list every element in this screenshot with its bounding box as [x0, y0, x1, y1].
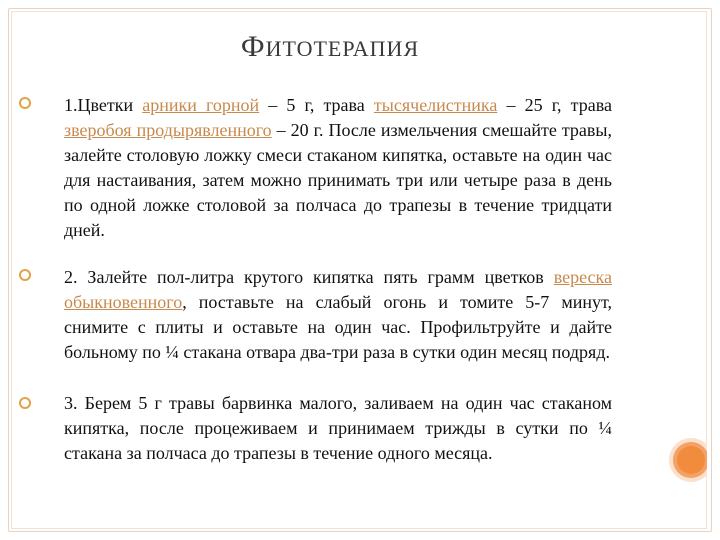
list-item	[64, 93, 612, 243]
ring-bullet-icon	[18, 268, 32, 282]
list-item	[64, 265, 612, 365]
item-text: 2. Залейте пол-литра крутого кипятка пять грамм цветков	[64, 267, 554, 287]
herb-link[interactable]: арники горной	[142, 95, 260, 115]
herb-link[interactable]: тысячелистника	[373, 95, 498, 115]
herb-link[interactable]: вереска обыкновенного	[64, 267, 612, 312]
item-text: , поставьте на слабый огонь и томите 5-7 минут, снимите с плиты и оставьте на один час. Профильтруйте и дайте больному по ¼ стакана отвара два-три раза в сутки один месяц подряд.	[64, 292, 612, 362]
item-text: – 25 г, трава	[497, 95, 612, 115]
item-text: – 20 г. После измельчения смешайте травы, залейте столовую ложку смеси стаканом кипятка, оставьте на один час для настаивания, затем можно принимать три или четыре раза в день по одной ложке столовой за полчаса до трапезы в течение тридцати дней.	[64, 120, 612, 240]
ring-bullet-icon	[18, 396, 32, 410]
page-title: ФИТОТЕРАПИЯ	[240, 30, 420, 63]
item-text: 1.Цветки	[64, 95, 143, 115]
item-text: – 5 г, трава	[259, 95, 374, 115]
item-text: 3. Берем 5 г травы барвинка малого, заливаем на один час стаканом кипятка, после процеживаем и принимаем трижды в сутки по ¼ стакана за полчаса до трапезы в течение одного месяца.	[64, 393, 612, 463]
herb-link[interactable]: зверобоя продырявленного	[64, 120, 272, 140]
ring-bullet-icon	[18, 96, 32, 110]
list-item	[64, 391, 612, 466]
orange-circle-decoration-icon	[667, 434, 707, 486]
